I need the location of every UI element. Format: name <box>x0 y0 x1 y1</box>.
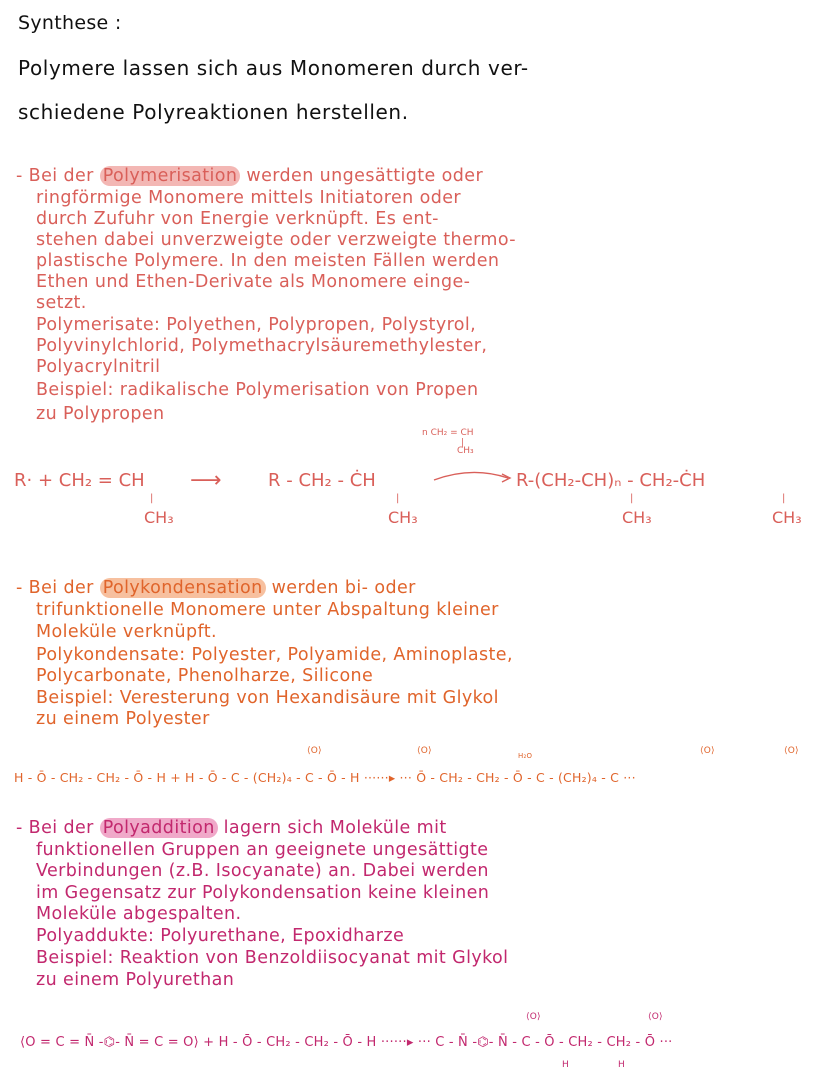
section-line: Moleküle abgespalten. <box>36 904 242 924</box>
curved-arrow <box>432 466 514 486</box>
section-line: Verbindungen (z.B. Isocyanate) an. Dabei werden <box>36 861 489 881</box>
reaction-substituent: CH₃ <box>388 508 418 527</box>
carbonyl-oxygen: ⟨O⟩ <box>784 746 799 756</box>
section-line: zu Polypropen <box>36 404 165 424</box>
highlight-term: Polymerisation <box>100 166 241 186</box>
section-line: plastische Polymere. In den meisten Fällen werden <box>36 251 500 271</box>
section-line: im Gegensatz zur Polykondensation keine kleinen <box>36 883 490 903</box>
section-line: Ethen und Ethen-Derivate als Monomere einge- <box>36 272 471 292</box>
section-line: - Bei der Polyaddition lagern sich Moleküle mit <box>16 818 447 838</box>
section-line: Polykondensate: Polyester, Polyamide, Aminoplaste, <box>36 645 513 665</box>
intro-line-2: schiedene Polyreaktionen herstellen. <box>18 100 409 124</box>
arrow-reagent: n CH₂ = CH <box>422 428 474 438</box>
highlight-term: Polyaddition <box>100 818 218 838</box>
section-line: Polyacrylnitril <box>36 357 161 377</box>
carbonyl-oxygen: ⟨O⟩ <box>700 746 715 756</box>
carbonyl-oxygen: ⟨O⟩ <box>526 1012 541 1022</box>
arrow-reagent-sub: CH₃ <box>457 446 474 456</box>
reaction-reactant: R· + CH₂ = CH <box>14 470 145 491</box>
bond-line: | <box>630 493 634 504</box>
section-line: stehen dabei unverzweigte oder verzweigte thermo- <box>36 230 517 250</box>
section-line: trifunktionelle Monomere unter Abspaltung kleiner <box>36 600 499 620</box>
water-label: H₂O <box>518 752 533 760</box>
section-line: Beispiel: radikalische Polymerisation von Propen <box>36 380 479 400</box>
bond-line: | <box>150 493 154 504</box>
section-line: funktionellen Gruppen an geeignete ungesättigte <box>36 840 489 860</box>
section-line: ringförmige Monomere mittels Initiatoren oder <box>36 188 461 208</box>
section-line: Polyvinylchlorid, Polymethacrylsäuremethylester, <box>36 336 488 356</box>
bond-line: | <box>782 493 786 504</box>
section-line: Polymerisate: Polyethen, Polypropen, Polystyrol, <box>36 315 477 335</box>
reaction-substituent: CH₃ <box>144 508 174 527</box>
section-line: - Bei der Polykondensation werden bi- oder <box>16 578 416 598</box>
section-line: - Bei der Polymerisation werden ungesättigte oder <box>16 166 484 186</box>
carbonyl-oxygen: ⟨O⟩ <box>648 1012 663 1022</box>
intro-line-1: Polymere lassen sich aus Monomeren durch ver- <box>18 56 529 80</box>
reaction-substituent: CH₃ <box>772 508 802 527</box>
reaction-intermediate: R - CH₂ - ĊH <box>268 470 376 491</box>
carbonyl-oxygen: ⟨O⟩ <box>417 746 432 756</box>
section-line: Beispiel: Reaktion von Benzoldiisocyanat mit Glykol <box>36 948 509 968</box>
highlight-term: Polykondensation <box>100 578 266 598</box>
polyaddition-equation: ⟨O = C = N̄ -⌬- N̄ = C = O⟩ + H - Ō - CH₂ - CH₂ - Ō - H ······▸ ··· C - N̄ -⌬- N̄ - C - Ō - CH₂ - CH₂ - Ō ··· <box>20 1035 673 1050</box>
section-line: durch Zufuhr von Energie verknüpft. Es ent- <box>36 209 439 229</box>
reaction-substituent: CH₃ <box>622 508 652 527</box>
reaction-product: R-(CH₂-CH)ₙ - CH₂-ĊH <box>516 470 706 491</box>
carbonyl-oxygen: ⟨O⟩ <box>307 746 322 756</box>
bond-line: | <box>396 493 400 504</box>
section-line: zu einem Polyester <box>36 709 210 729</box>
section-line: Polycarbonate, Phenolharze, Silicone <box>36 666 374 686</box>
bond-line: | <box>461 438 465 448</box>
section-line: Beispiel: Veresterung von Hexandisäure mit Glykol <box>36 688 499 708</box>
reaction-arrow: ⟶ <box>190 468 222 493</box>
amine-hydrogen: H <box>618 1060 625 1070</box>
section-line: setzt. <box>36 293 87 313</box>
section-line: Moleküle verknüpft. <box>36 622 217 642</box>
page-heading: Synthese : <box>18 12 122 34</box>
polykondensation-equation: H - Ō - CH₂ - CH₂ - Ō - H + H - Ō - C - (CH₂)₄ - C - Ō - H ······▸ ··· Ō - CH₂ - CH₂ - Ō - C - (CH₂)₄ - C ··· <box>14 770 636 785</box>
amine-hydrogen: H <box>562 1060 569 1070</box>
section-line: Polyaddukte: Polyurethane, Epoxidharze <box>36 926 405 946</box>
section-line: zu einem Polyurethan <box>36 970 235 990</box>
